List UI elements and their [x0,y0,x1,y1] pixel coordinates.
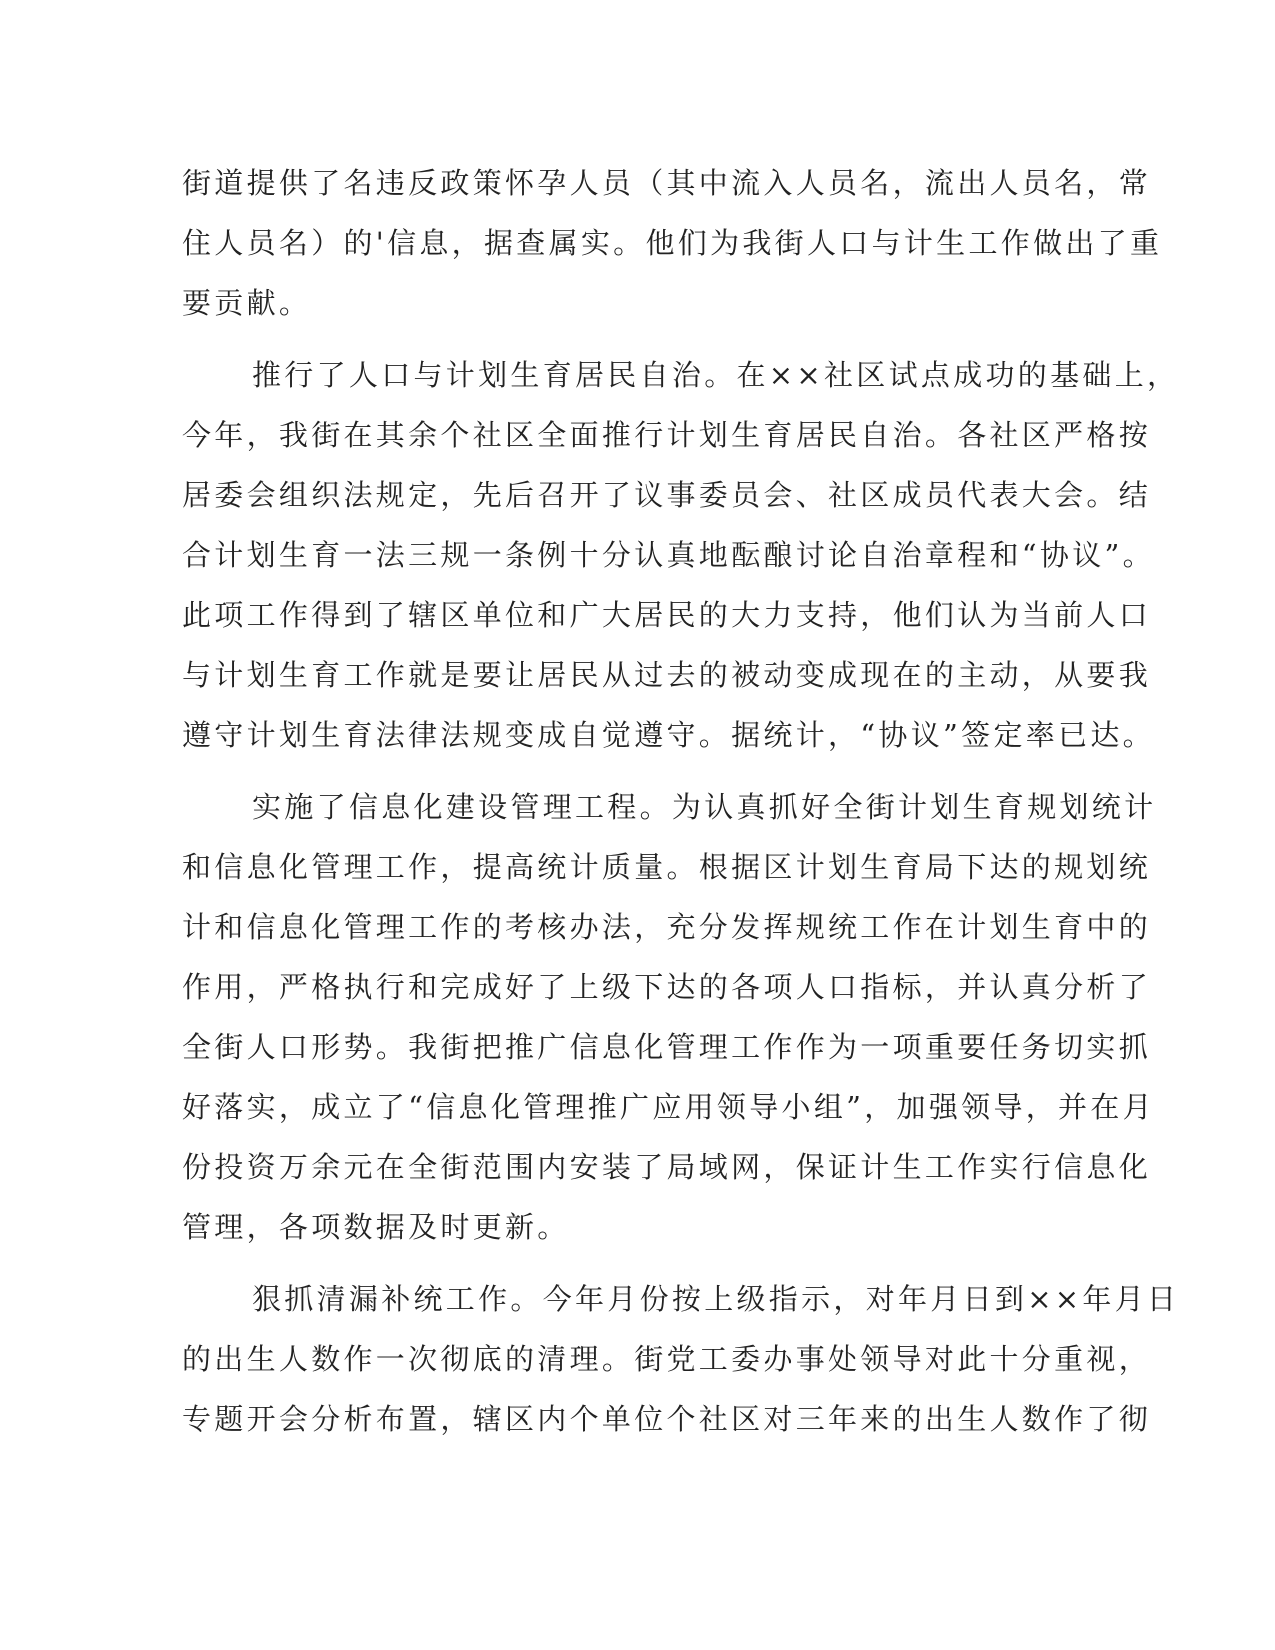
text-line: 好落实，成立了“信息化管理推广应用领导小组”，加强领导，并在月 [182,1090,1155,1124]
text-line: 此项工作得到了辖区单位和广大居民的大力支持，他们认为当前人口 [182,598,1152,632]
paragraph-first-line: 狠抓清漏补统工作。今年月份按上级指示，对年月日到××年月日 [252,1282,1180,1316]
text-line: 要贡献。 [182,286,312,320]
text-line: 计和信息化管理工作的考核办法，充分发挥规统工作在计划生育中的 [182,910,1152,944]
text-line: 专题开会分析布置，辖区内个单位个社区对三年来的出生人数作了彻 [182,1402,1152,1436]
text-line: 与计划生育工作就是要让居民从过去的被动变成现在的主动，从要我 [182,658,1152,692]
text-line: 遵守计划生育法律法规变成自觉遵守。据统计，“协议”签定率已达。 [182,718,1155,752]
text-line: 居委会组织法规定，先后召开了议事委员会、社区成员代表大会。结 [182,478,1152,512]
text-line: 管理，各项数据及时更新。 [182,1210,570,1244]
text-line: 住人员名）的'信息，据查属实。他们为我街人口与计生工作做出了重 [182,226,1163,260]
document-body [182,157,1180,1453]
text-line: 作用，严格执行和完成好了上级下达的各项人口指标，并认真分析了 [182,970,1152,1004]
text-line: 街道提供了名违反政策怀孕人员（其中流入人员名，流出人员名，常 [182,166,1152,200]
text-line: 今年，我街在其余个社区全面推行计划生育居民自治。各社区严格按 [182,418,1152,452]
text-line: 份投资万余元在全街范围内安装了局域网，保证计生工作实行信息化 [182,1150,1152,1184]
paragraph-first-line: 推行了人口与计划生育居民自治。在××社区试点成功的基础上， [252,358,1180,392]
text-line: 和信息化管理工作，提高统计质量。根据区计划生育局下达的规划统 [182,850,1152,884]
text-line: 全街人口形势。我街把推广信息化管理工作作为一项重要任务切实抓 [182,1030,1152,1064]
text-line: 的出生人数作一次彻底的清理。街党工委办事处领导对此十分重视， [182,1342,1152,1376]
paragraph-first-line: 实施了信息化建设管理工程。为认真抓好全街计划生育规划统计 [252,790,1157,824]
text-line: 合计划生育一法三规一条例十分认真地酝酿讨论自治章程和“协议”。 [182,538,1155,572]
